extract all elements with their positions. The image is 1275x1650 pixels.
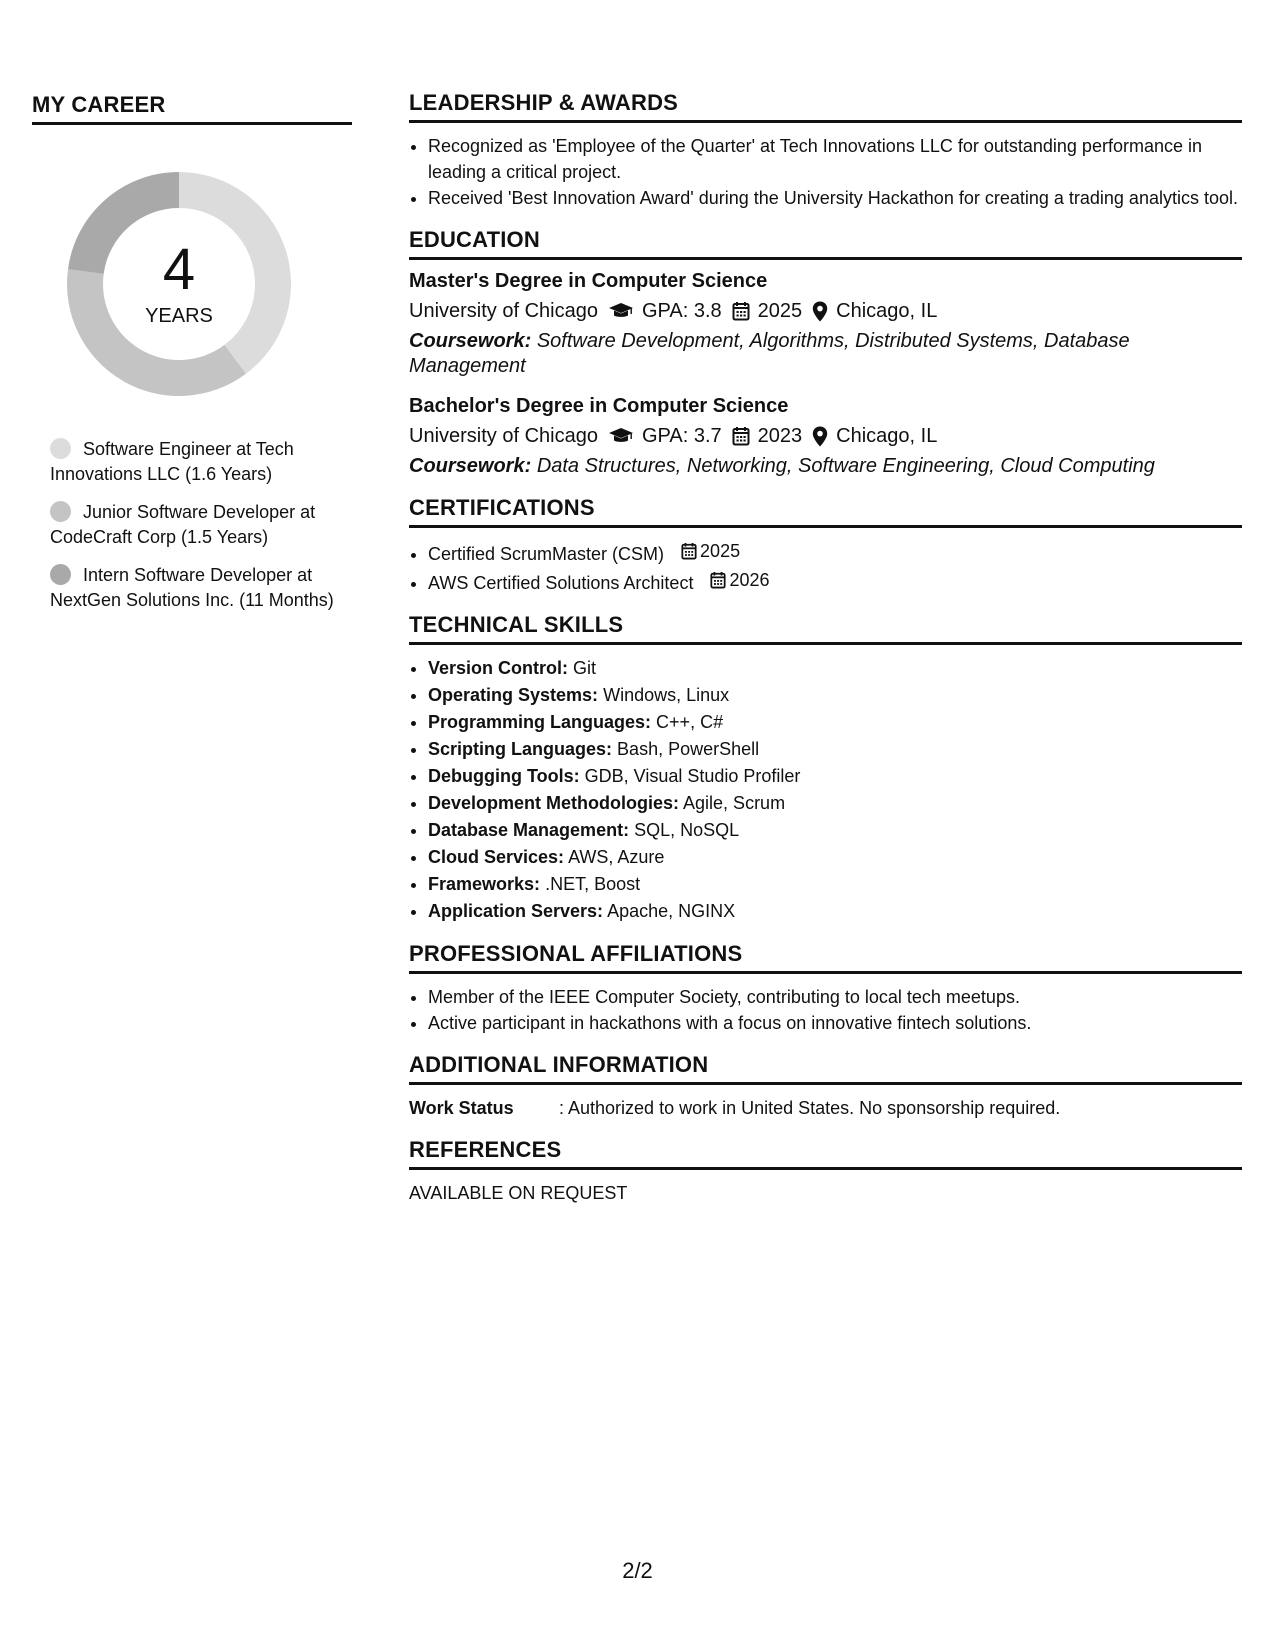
degree-meta: [409, 297, 1242, 325]
leadership-section: [409, 90, 1242, 211]
additional-section: [409, 1052, 1242, 1121]
list-item: • Recognized as 'Employee of the Quarter' at Tech Innovations LLC for outstanding performance in leading a critical project.: [428, 133, 1242, 185]
list-item: • Active participant in hackathons with a focus on innovative fintech solutions.: [428, 1010, 1242, 1036]
education-title: EDUCATION: [409, 227, 1242, 260]
legend-label: Software Engineer at Tech Innovations LLC (1.6 Years): [50, 439, 294, 484]
career-donut-chart: [64, 169, 294, 399]
affiliations-title: PROFESSIONAL AFFILIATIONS: [409, 941, 1242, 974]
references-title: REFERENCES: [409, 1137, 1242, 1170]
skill-value: Windows, Linux: [603, 685, 730, 705]
degree-meta: [409, 422, 1242, 450]
skills-list: [409, 655, 1242, 925]
skills-title: TECHNICAL SKILLS: [409, 612, 1242, 645]
calendar-icon: [710, 571, 726, 589]
total-years-unit: YEARS: [145, 304, 213, 327]
main-column: [409, 90, 1242, 1222]
affiliations-list: [409, 984, 1242, 1036]
degree-title: Bachelor's Degree in Computer Science: [409, 395, 789, 417]
list-item: [428, 817, 1242, 844]
legend-dot: [50, 564, 71, 585]
graduation-cap-icon: [608, 427, 634, 445]
skill-label: Cloud Services:: [428, 847, 565, 867]
page-number: 2/2: [622, 1558, 653, 1583]
graduation-year: 2025: [757, 300, 803, 322]
legend-label: Intern Software Developer at NextGen Solutions Inc. (11 Months): [50, 565, 334, 610]
education-section: [409, 227, 1242, 479]
map-pin-icon: [812, 426, 828, 447]
work-status-label: Work Status: [409, 1098, 514, 1118]
list-item: [428, 790, 1242, 817]
degree-title: Master's Degree in Computer Science: [409, 270, 768, 292]
skill-value: Agile, Scrum: [683, 793, 786, 813]
list-item: [428, 763, 1242, 790]
references-text: AVAILABLE ON REQUEST: [409, 1183, 628, 1203]
career-title: MY CAREER: [32, 92, 352, 125]
map-pin-icon: [812, 301, 828, 322]
location: Chicago, IL: [836, 425, 938, 447]
certifications-section: [409, 495, 1242, 596]
calendar-icon: [732, 426, 750, 446]
total-years-value: 4: [162, 236, 196, 302]
list-item: • Received 'Best Innovation Award' during the University Hackathon for creating a trading analytics tool.: [428, 185, 1242, 211]
legend-dot: [50, 438, 71, 459]
cert-date: [681, 538, 740, 564]
skill-value: Apache, NGINX: [607, 901, 736, 921]
skill-value: C++, C#: [656, 712, 724, 732]
work-status-row: [409, 1095, 1242, 1121]
donut-center: [64, 169, 294, 399]
coursework-label: Coursework:: [409, 330, 532, 352]
cert-year: 2026: [729, 570, 770, 590]
leadership-title: LEADERSHIP & AWARDS: [409, 90, 1242, 123]
skills-section: [409, 612, 1242, 925]
skill-value: GDB, Visual Studio Profiler: [584, 766, 801, 786]
skill-label: Version Control:: [428, 658, 569, 678]
list-item: [428, 538, 1242, 567]
list-item: [428, 898, 1242, 925]
legend-label: Junior Software Developer at CodeCraft Corp (1.5 Years): [50, 502, 316, 547]
coursework-text: Software Development, Algorithms, Distributed Systems, Database Management: [409, 330, 1130, 377]
coursework-label: Coursework:: [409, 455, 532, 477]
coursework-text: Data Structures, Networking, Software Engineering, Cloud Computing: [536, 455, 1155, 477]
graduation-year: 2023: [757, 425, 803, 447]
list-item: [428, 871, 1242, 898]
skill-label: Debugging Tools:: [428, 766, 580, 786]
degree-entry: [409, 270, 1242, 379]
legend-item: [50, 563, 340, 613]
list-item: [428, 736, 1242, 763]
legend-item: [50, 437, 340, 487]
legend-dot: [50, 501, 71, 522]
gpa: GPA: 3.7: [641, 425, 722, 447]
skill-label: Programming Languages:: [428, 712, 652, 732]
certifications-title: CERTIFICATIONS: [409, 495, 1242, 528]
cert-name: AWS Certified Solutions Architect: [428, 573, 694, 593]
certifications-list: [409, 538, 1242, 596]
skill-label: Application Servers:: [428, 901, 604, 921]
list-item: [428, 682, 1242, 709]
graduation-cap-icon: [608, 302, 634, 320]
school-name: University of Chicago: [409, 425, 598, 447]
work-status-value: : Authorized to work in United States. No sponsorship required.: [559, 1098, 1061, 1118]
cert-name: Certified ScrumMaster (CSM): [428, 544, 665, 564]
leadership-list: [409, 133, 1242, 211]
gpa: GPA: 3.8: [641, 300, 722, 322]
list-item: • Member of the IEEE Computer Society, contributing to local tech meetups.: [428, 984, 1242, 1010]
skill-label: Development Methodologies:: [428, 793, 680, 813]
career-column: [32, 92, 352, 626]
list-item: [428, 844, 1242, 871]
skill-label: Frameworks:: [428, 874, 541, 894]
calendar-icon: [732, 301, 750, 321]
affiliations-section: [409, 941, 1242, 1036]
skill-label: Operating Systems:: [428, 685, 599, 705]
list-item: [428, 709, 1242, 736]
skill-value: Git: [573, 658, 597, 678]
skill-value: AWS, Azure: [568, 847, 665, 867]
list-item: [428, 567, 1242, 596]
school-name: University of Chicago: [409, 300, 598, 322]
skill-value: SQL, NoSQL: [634, 820, 740, 840]
skill-value: .NET, Boost: [545, 874, 641, 894]
skill-value: Bash, PowerShell: [617, 739, 760, 759]
degree-entry: [409, 395, 1242, 479]
career-legend: [50, 437, 340, 613]
calendar-icon: [681, 542, 697, 560]
cert-year: 2025: [700, 541, 741, 561]
skill-label: Database Management:: [428, 820, 630, 840]
additional-title: ADDITIONAL INFORMATION: [409, 1052, 1242, 1085]
cert-date: [710, 567, 769, 593]
coursework: [409, 454, 1242, 479]
coursework: [409, 329, 1242, 379]
list-item: [428, 655, 1242, 682]
references-section: [409, 1137, 1242, 1206]
location: Chicago, IL: [836, 300, 938, 322]
skill-label: Scripting Languages:: [428, 739, 613, 759]
legend-item: [50, 500, 340, 550]
